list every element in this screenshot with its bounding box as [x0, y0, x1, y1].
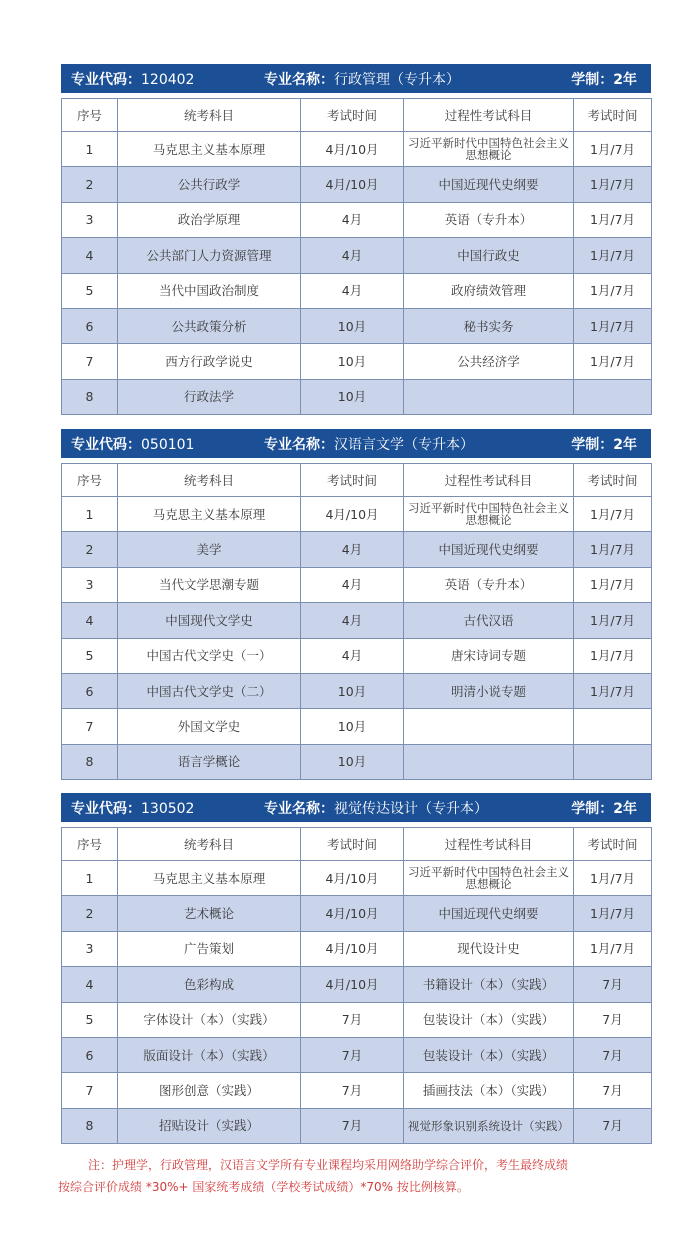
cell-unified-subject: 美学 [118, 532, 301, 567]
table-row [62, 709, 652, 744]
table-row [62, 931, 652, 966]
cell-unified-time: 7月 [301, 1002, 404, 1037]
name-label: 专业名称： [264, 436, 334, 453]
cell-process-subject: 包装设计（本）（实践） [404, 1037, 574, 1072]
course-table [61, 98, 652, 415]
header-cell: 序号 [62, 464, 118, 497]
cell-unified-time: 10月 [301, 308, 404, 343]
cell-process-subject: 明清小说专题 [404, 673, 574, 708]
table-row [62, 1037, 652, 1072]
cell-unified-time: 4月/10月 [301, 497, 404, 532]
cell-index: 2 [62, 167, 118, 202]
cell-index: 4 [62, 603, 118, 638]
program-duration: 2年 [613, 71, 637, 88]
header-cell: 考试时间 [301, 99, 404, 132]
cell-process-time: 1月/7月 [574, 202, 652, 237]
cell-unified-subject: 色彩构成 [118, 967, 301, 1002]
cell-unified-time: 10月 [301, 744, 404, 779]
cell-process-subject: 中国近现代史纲要 [404, 532, 574, 567]
cell-process-time: 1月/7月 [574, 931, 652, 966]
cell-process-time: 1月/7月 [574, 638, 652, 673]
cell-index: 3 [62, 931, 118, 966]
duration-label: 学制： [571, 800, 614, 817]
header-cell: 统考科目 [118, 464, 301, 497]
footnote [58, 1154, 658, 1198]
cell-unified-subject: 字体设计（本）（实践） [118, 1002, 301, 1037]
cell-index: 4 [62, 238, 118, 273]
cell-unified-time: 4月/10月 [301, 861, 404, 896]
cell-unified-subject: 西方行政学说史 [118, 344, 301, 379]
program-duration: 2年 [613, 800, 637, 817]
cell-unified-time: 7月 [301, 1108, 404, 1143]
cell-process-time: 1月/7月 [574, 344, 652, 379]
cell-index: 1 [62, 861, 118, 896]
table-row [62, 673, 652, 708]
cell-unified-subject: 图形创意（实践） [118, 1073, 301, 1108]
cell-process-subject: 公共经济学 [404, 344, 574, 379]
cell-index: 5 [62, 273, 118, 308]
header-cell: 过程性考试科目 [404, 99, 574, 132]
cell-unified-time: 4月/10月 [301, 967, 404, 1002]
cell-index: 8 [62, 744, 118, 779]
table-row [62, 967, 652, 1002]
cell-unified-time: 4月 [301, 567, 404, 602]
cell-process-subject [404, 744, 574, 779]
header-cell: 过程性考试科目 [404, 828, 574, 861]
table-row [62, 132, 652, 167]
cell-process-subject: 政府绩效管理 [404, 273, 574, 308]
program-name: 汉语言文学（专升本） [334, 436, 474, 453]
cell-index: 7 [62, 1073, 118, 1108]
cell-process-time [574, 379, 652, 414]
header-cell: 考试时间 [574, 828, 652, 861]
table-row [62, 861, 652, 896]
table-row [62, 497, 652, 532]
program-header [61, 793, 651, 822]
cell-unified-time: 4月 [301, 603, 404, 638]
program-code: 120402 [141, 71, 195, 88]
program-section-3 [61, 793, 651, 1144]
cell-process-time: 1月/7月 [574, 308, 652, 343]
cell-unified-time: 10月 [301, 673, 404, 708]
cell-unified-subject: 公共政策分析 [118, 308, 301, 343]
cell-unified-subject: 艺术概论 [118, 896, 301, 931]
table-row [62, 238, 652, 273]
cell-process-time: 1月/7月 [574, 132, 652, 167]
cell-index: 6 [62, 308, 118, 343]
course-table [61, 463, 652, 780]
program-header [61, 64, 651, 93]
cell-process-subject: 习近平新时代中国特色社会主义思想概论 [404, 132, 574, 167]
name-label: 专业名称： [264, 800, 334, 817]
table-row [62, 896, 652, 931]
code-label: 专业代码： [71, 436, 141, 453]
cell-process-time: 1月/7月 [574, 238, 652, 273]
cell-unified-time: 10月 [301, 344, 404, 379]
cell-index: 7 [62, 344, 118, 379]
cell-process-time: 7月 [574, 967, 652, 1002]
cell-unified-subject: 当代文学思潮专题 [118, 567, 301, 602]
cell-unified-subject: 马克思主义基本原理 [118, 497, 301, 532]
cell-process-time: 1月/7月 [574, 567, 652, 602]
cell-unified-subject: 中国古代文学史（一） [118, 638, 301, 673]
cell-process-time: 1月/7月 [574, 167, 652, 202]
program-header [61, 429, 651, 458]
cell-process-time [574, 709, 652, 744]
cell-unified-time: 10月 [301, 379, 404, 414]
cell-unified-subject: 语言学概论 [118, 744, 301, 779]
table-row [62, 1002, 652, 1037]
program-section-2 [61, 429, 651, 780]
cell-process-subject: 古代汉语 [404, 603, 574, 638]
table-row [62, 379, 652, 414]
table-row [62, 532, 652, 567]
cell-index: 8 [62, 379, 118, 414]
cell-process-time: 7月 [574, 1037, 652, 1072]
cell-unified-subject: 当代中国政治制度 [118, 273, 301, 308]
cell-index: 2 [62, 896, 118, 931]
cell-unified-subject: 中国现代文学史 [118, 603, 301, 638]
cell-index: 5 [62, 638, 118, 673]
cell-process-time: 1月/7月 [574, 532, 652, 567]
cell-unified-subject: 行政法学 [118, 379, 301, 414]
cell-unified-subject: 外国文学史 [118, 709, 301, 744]
program-duration: 2年 [613, 436, 637, 453]
cell-process-subject: 现代设计史 [404, 931, 574, 966]
cell-index: 3 [62, 567, 118, 602]
name-label: 专业名称： [264, 71, 334, 88]
cell-process-time: 1月/7月 [574, 673, 652, 708]
cell-process-time: 7月 [574, 1073, 652, 1108]
header-cell: 考试时间 [301, 464, 404, 497]
cell-index: 2 [62, 532, 118, 567]
cell-unified-time: 4月 [301, 638, 404, 673]
cell-process-time: 1月/7月 [574, 861, 652, 896]
cell-unified-subject: 公共部门人力资源管理 [118, 238, 301, 273]
cell-index: 8 [62, 1108, 118, 1143]
table-header-row [62, 99, 652, 132]
duration-label: 学制： [571, 71, 614, 88]
cell-unified-time: 4月/10月 [301, 167, 404, 202]
course-table [61, 827, 652, 1144]
cell-unified-subject: 广告策划 [118, 931, 301, 966]
table-row [62, 744, 652, 779]
table-row [62, 167, 652, 202]
header-cell: 序号 [62, 99, 118, 132]
table-row [62, 567, 652, 602]
cell-process-subject: 中国近现代史纲要 [404, 167, 574, 202]
program-code: 130502 [141, 800, 195, 817]
table-row [62, 603, 652, 638]
cell-process-subject: 唐宋诗词专题 [404, 638, 574, 673]
cell-index: 3 [62, 202, 118, 237]
header-cell: 统考科目 [118, 99, 301, 132]
header-cell: 考试时间 [574, 464, 652, 497]
cell-process-time: 7月 [574, 1108, 652, 1143]
cell-process-subject: 书籍设计（本）（实践） [404, 967, 574, 1002]
cell-index: 6 [62, 673, 118, 708]
cell-unified-time: 4月/10月 [301, 931, 404, 966]
program-section-1 [61, 64, 651, 415]
cell-unified-time: 4月 [301, 238, 404, 273]
cell-index: 5 [62, 1002, 118, 1037]
table-row [62, 202, 652, 237]
cell-process-subject: 英语（专升本） [404, 567, 574, 602]
cell-index: 1 [62, 497, 118, 532]
cell-process-time [574, 744, 652, 779]
code-label: 专业代码： [71, 800, 141, 817]
cell-process-subject: 视觉形象识别系统设计（实践） [404, 1108, 574, 1143]
program-name: 行政管理（专升本） [334, 71, 460, 88]
table-header-row [62, 828, 652, 861]
cell-process-subject: 包装设计（本）（实践） [404, 1002, 574, 1037]
cell-index: 1 [62, 132, 118, 167]
cell-unified-time: 4月/10月 [301, 132, 404, 167]
cell-process-time: 7月 [574, 1002, 652, 1037]
cell-process-time: 1月/7月 [574, 896, 652, 931]
table-row [62, 273, 652, 308]
cell-unified-time: 7月 [301, 1037, 404, 1072]
duration-label: 学制： [571, 436, 614, 453]
cell-unified-subject: 马克思主义基本原理 [118, 861, 301, 896]
cell-unified-time: 4月 [301, 273, 404, 308]
cell-unified-time: 10月 [301, 709, 404, 744]
cell-process-time: 1月/7月 [574, 273, 652, 308]
program-name: 视觉传达设计（专升本） [334, 800, 488, 817]
table-row [62, 1108, 652, 1143]
table-row [62, 308, 652, 343]
cell-unified-subject: 马克思主义基本原理 [118, 132, 301, 167]
header-cell: 考试时间 [574, 99, 652, 132]
cell-index: 6 [62, 1037, 118, 1072]
header-cell: 过程性考试科目 [404, 464, 574, 497]
cell-process-subject [404, 379, 574, 414]
cell-process-subject: 中国行政史 [404, 238, 574, 273]
cell-unified-time: 4月/10月 [301, 896, 404, 931]
cell-process-subject: 习近平新时代中国特色社会主义思想概论 [404, 497, 574, 532]
header-cell: 考试时间 [301, 828, 404, 861]
cell-unified-subject: 中国古代文学史（二） [118, 673, 301, 708]
cell-process-subject: 插画技法（本）（实践） [404, 1073, 574, 1108]
table-row [62, 638, 652, 673]
code-label: 专业代码： [71, 71, 141, 88]
table-row [62, 344, 652, 379]
cell-unified-time: 4月 [301, 202, 404, 237]
cell-process-subject: 秘书实务 [404, 308, 574, 343]
footnote-line-1: 注：护理学，行政管理，汉语言文学所有专业课程均采用网络助学综合评价，考生最终成绩 [88, 1158, 569, 1172]
cell-process-subject: 中国近现代史纲要 [404, 896, 574, 931]
cell-unified-subject: 版面设计（本）（实践） [118, 1037, 301, 1072]
cell-index: 4 [62, 967, 118, 1002]
table-header-row [62, 464, 652, 497]
cell-process-time: 1月/7月 [574, 497, 652, 532]
header-cell: 序号 [62, 828, 118, 861]
cell-unified-subject: 公共行政学 [118, 167, 301, 202]
cell-process-subject: 英语（专升本） [404, 202, 574, 237]
program-code: 050101 [141, 436, 195, 453]
table-row [62, 1073, 652, 1108]
footnote-line-2: 按综合评价成绩 *30%+ 国家统考成绩（学校考试成绩）*70% 按比例核算。 [58, 1180, 469, 1194]
cell-unified-time: 4月 [301, 532, 404, 567]
cell-unified-subject: 政治学原理 [118, 202, 301, 237]
cell-unified-time: 7月 [301, 1073, 404, 1108]
cell-process-subject: 习近平新时代中国特色社会主义思想概论 [404, 861, 574, 896]
cell-process-subject [404, 709, 574, 744]
header-cell: 统考科目 [118, 828, 301, 861]
cell-index: 7 [62, 709, 118, 744]
cell-process-time: 1月/7月 [574, 603, 652, 638]
cell-unified-subject: 招贴设计（实践） [118, 1108, 301, 1143]
